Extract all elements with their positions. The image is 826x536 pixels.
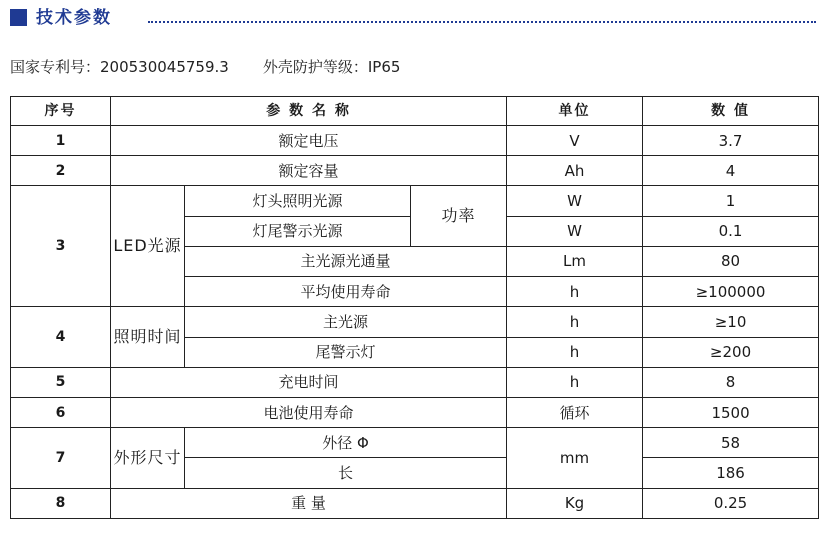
param-value: 0.1 — [643, 216, 819, 246]
param-value: 1 — [643, 186, 819, 216]
param-name: 额定电压 — [111, 126, 507, 156]
param-name: 尾警示灯 — [185, 337, 507, 367]
param-group-dimensions: 外形尺寸 — [111, 428, 185, 488]
row-index: 8 — [11, 488, 111, 518]
table-row — [11, 488, 819, 518]
header-value: 数 值 — [643, 97, 819, 126]
patent-number: 国家专利号：200530045759.3 — [10, 58, 229, 76]
param-unit: h — [507, 367, 643, 397]
row-index: 7 — [11, 428, 111, 488]
spec-table — [10, 96, 819, 519]
param-name: 电池使用寿命 — [111, 397, 507, 427]
param-name: 充电时间 — [111, 367, 507, 397]
table-row — [11, 307, 819, 337]
param-unit: h — [507, 337, 643, 367]
param-value: ≥200 — [643, 337, 819, 367]
param-name: 主光源光通量 — [185, 246, 507, 276]
param-unit: W — [507, 216, 643, 246]
param-value: 4 — [643, 156, 819, 186]
param-name: 平均使用寿命 — [185, 277, 507, 307]
param-value: 1500 — [643, 397, 819, 427]
param-group-lighting-time: 照明时间 — [111, 307, 185, 367]
param-value: 8 — [643, 367, 819, 397]
table-row — [11, 156, 819, 186]
param-value: 80 — [643, 246, 819, 276]
heading-dotted-divider — [148, 21, 816, 23]
section-heading — [10, 6, 816, 30]
param-name: 外径 Φ — [185, 428, 507, 458]
param-unit: mm — [507, 428, 643, 488]
table-header-row — [11, 97, 819, 126]
param-name: 主光源 — [185, 307, 507, 337]
heading-square-icon — [10, 9, 27, 26]
param-unit: Lm — [507, 246, 643, 276]
param-value: 3.7 — [643, 126, 819, 156]
row-index: 6 — [11, 397, 111, 427]
section-title: 技术参数 — [36, 8, 112, 28]
param-name: 灯头照明光源 — [185, 186, 411, 216]
param-value: 186 — [643, 458, 819, 488]
row-index: 2 — [11, 156, 111, 186]
param-unit: h — [507, 307, 643, 337]
header-index: 序号 — [11, 97, 111, 126]
product-info-line — [10, 56, 400, 78]
param-group-led: LED光源 — [111, 186, 185, 307]
param-value: 0.25 — [643, 488, 819, 518]
param-unit: V — [507, 126, 643, 156]
row-index: 1 — [11, 126, 111, 156]
table-row — [11, 126, 819, 156]
param-value: ≥100000 — [643, 277, 819, 307]
table-row — [11, 428, 819, 458]
protection-grade: 外壳防护等级：IP65 — [262, 58, 401, 76]
param-unit: Ah — [507, 156, 643, 186]
param-unit: h — [507, 277, 643, 307]
param-name: 重 量 — [111, 488, 507, 518]
table-row — [11, 186, 819, 216]
row-index: 3 — [11, 186, 111, 307]
param-name: 额定容量 — [111, 156, 507, 186]
param-name: 长 — [185, 458, 507, 488]
table-row — [11, 397, 819, 427]
param-name: 灯尾警示光源 — [185, 216, 411, 246]
table-row — [11, 367, 819, 397]
header-name: 参 数 名 称 — [111, 97, 507, 126]
param-unit: Kg — [507, 488, 643, 518]
param-unit: 循环 — [507, 397, 643, 427]
param-value: ≥10 — [643, 307, 819, 337]
param-power-label: 功率 — [411, 186, 507, 246]
header-unit: 单位 — [507, 97, 643, 126]
param-value: 58 — [643, 428, 819, 458]
param-unit: W — [507, 186, 643, 216]
row-index: 5 — [11, 367, 111, 397]
row-index: 4 — [11, 307, 111, 367]
